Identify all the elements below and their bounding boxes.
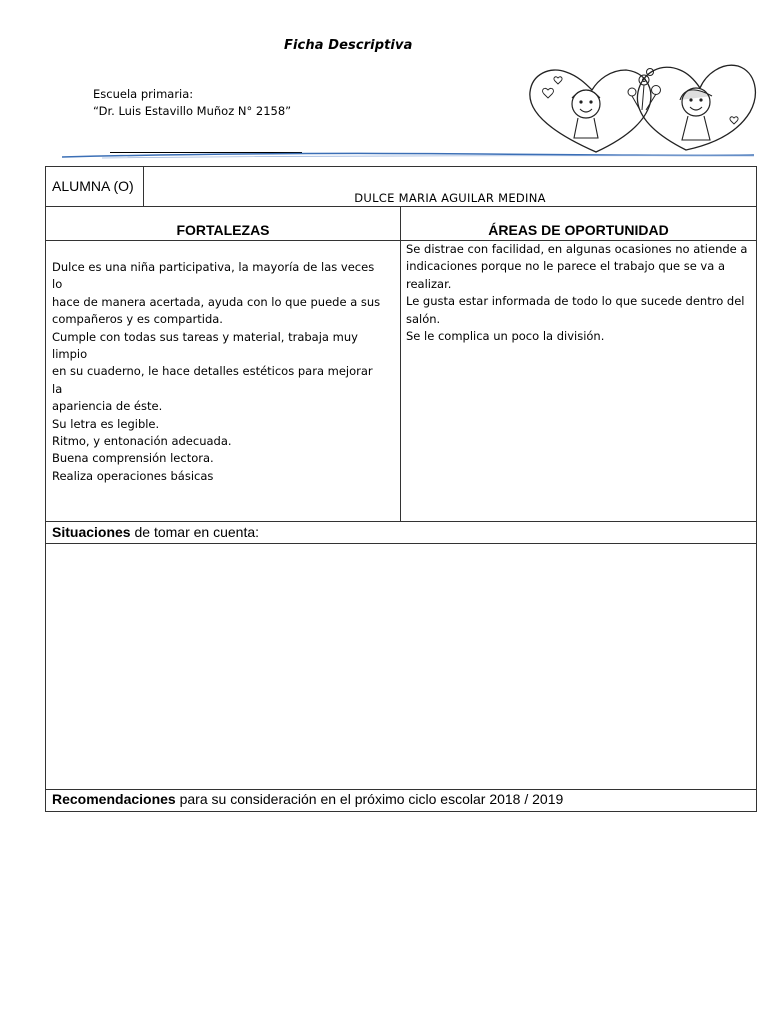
situaciones-area-row — [46, 544, 757, 790]
recomendaciones-bold: Recomendaciones — [52, 791, 176, 807]
strengths-cell — [46, 241, 401, 522]
recomendaciones-rest: para su consideración en el próximo ciclo escolar 2018 / 2019 — [175, 791, 564, 807]
situaciones-heading — [46, 522, 757, 544]
situaciones-row — [46, 522, 757, 544]
opportunities-header: ÁREAS DE OPORTUNIDAD — [401, 207, 757, 241]
column-headers-row — [46, 207, 757, 241]
strengths-line: Dulce es una niña participativa, la mayoría de las veces lo — [52, 260, 375, 292]
strengths-line: hace de manera acertada, ayuda con lo que puede a sus — [52, 294, 381, 309]
situaciones-rest: de tomar en cuenta: — [130, 524, 260, 540]
opportunities-line: realizar. — [406, 276, 452, 291]
strengths-line: Ritmo, y entonación adecuada. — [52, 434, 232, 449]
situaciones-bold: Situaciones — [52, 524, 131, 540]
student-name: DULCE MARIA AGUILAR MEDINA — [144, 167, 757, 207]
student-row — [46, 167, 757, 207]
school-label: Escuela primaria: — [93, 87, 194, 101]
opportunities-line: Se distrae con facilidad, en algunas ocasiones no atiende a — [406, 242, 748, 256]
strengths-line: Su letra es legible. — [52, 416, 160, 431]
school-name: “Dr. Luis Estavillo Muñoz N° 2158” — [93, 104, 292, 118]
content-row — [46, 241, 757, 522]
opportunities-line: Se le complica un poco la división. — [406, 329, 605, 344]
student-label: ALUMNA (O) — [46, 167, 144, 207]
opportunities-line: salón. — [406, 311, 441, 326]
opportunities-line: Le gusta estar informada de todo lo que sucede dentro del — [406, 294, 745, 309]
strengths-line: apariencia de éste. — [52, 399, 163, 414]
recomendaciones-row — [46, 790, 757, 812]
strengths-line: Buena comprensión lectora. — [52, 451, 214, 466]
strengths-line: en su cuaderno, le hace detalles estéticos para mejorar la — [52, 364, 373, 396]
page-title: Ficha Descriptiva — [284, 38, 413, 53]
hearts-children-illustration — [526, 60, 758, 156]
situaciones-blank-area — [46, 544, 757, 790]
opportunities-cell — [401, 241, 757, 522]
school-info — [93, 86, 291, 120]
descriptive-sheet-table — [45, 166, 757, 812]
opportunities-line: indicaciones porque no le parece el trabajo que se va a — [406, 259, 725, 274]
strengths-header: FORTALEZAS — [46, 207, 401, 241]
strengths-line: Realiza operaciones básicas — [52, 468, 214, 483]
recomendaciones-heading — [46, 790, 757, 812]
strengths-line: compañeros y es compartida. — [52, 312, 223, 327]
strengths-line: Cumple con todas sus tareas y material, trabaja muy limpio — [52, 329, 358, 362]
